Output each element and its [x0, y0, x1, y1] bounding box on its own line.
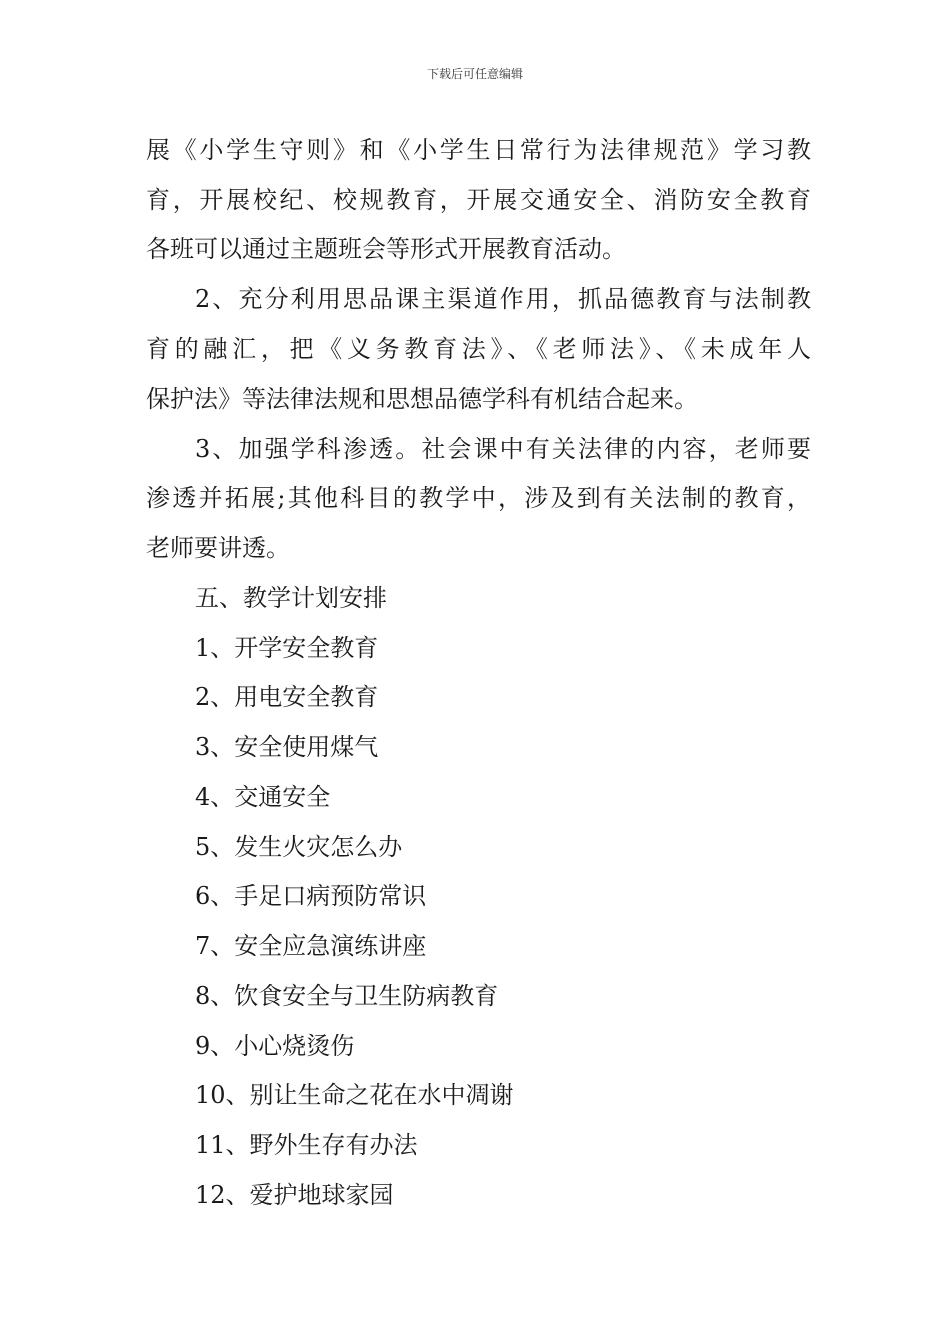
list-item: 3、安全使用煤气: [195, 733, 379, 761]
paragraph-2-line-2: 育的融汇，把《义务教育法》、《老师法》、《未成年人: [146, 335, 811, 363]
page-header: 下载后可任意编辑: [426, 67, 523, 81]
list-item: 5、发生火灾怎么办: [195, 833, 403, 861]
list-item: 4、交通安全: [195, 783, 331, 811]
list-item: 11、野外生存有办法: [195, 1131, 418, 1159]
list-item: 2、用电安全教育: [195, 683, 379, 711]
list-item: 7、安全应急演练讲座: [195, 932, 427, 960]
list-item: 9、小心烧烫伤: [195, 1032, 355, 1060]
paragraph-3-line-3: 老师要讲透。: [146, 534, 290, 562]
list-item: 1、开学安全教育: [195, 634, 379, 662]
paragraph-1-line-2: 育，开展校纪、校规教育，开展交通安全、消防安全教育: [146, 186, 811, 214]
paragraph-2-line-3: 保护法》等法律法规和思想品德学科有机结合起来。: [146, 385, 698, 413]
list-item: 12、爱护地球家园: [195, 1181, 394, 1209]
paragraph-1-line-1: 展《小学生守则》和《小学生日常行为法律规范》学习教: [146, 136, 811, 164]
paragraph-2-line-1: 2、充分利用思品课主渠道作用，抓品德教育与法制教: [195, 285, 811, 313]
list-item: 6、手足口病预防常识: [195, 882, 427, 910]
section-heading: 五、教学计划安排: [195, 584, 387, 612]
paragraph-1-line-3: 各班可以通过主题班会等形式开展教育活动。: [146, 235, 626, 263]
paragraph-3-line-2: 渗透并拓展;其他科目的教学中，涉及到有关法制的教育，: [146, 484, 811, 512]
list-item: 10、别让生命之花在水中凋谢: [195, 1081, 514, 1109]
list-item: 8、饮食安全与卫生防病教育: [195, 982, 499, 1010]
paragraph-3-line-1: 3、加强学科渗透。社会课中有关法律的内容，老师要: [195, 435, 811, 463]
